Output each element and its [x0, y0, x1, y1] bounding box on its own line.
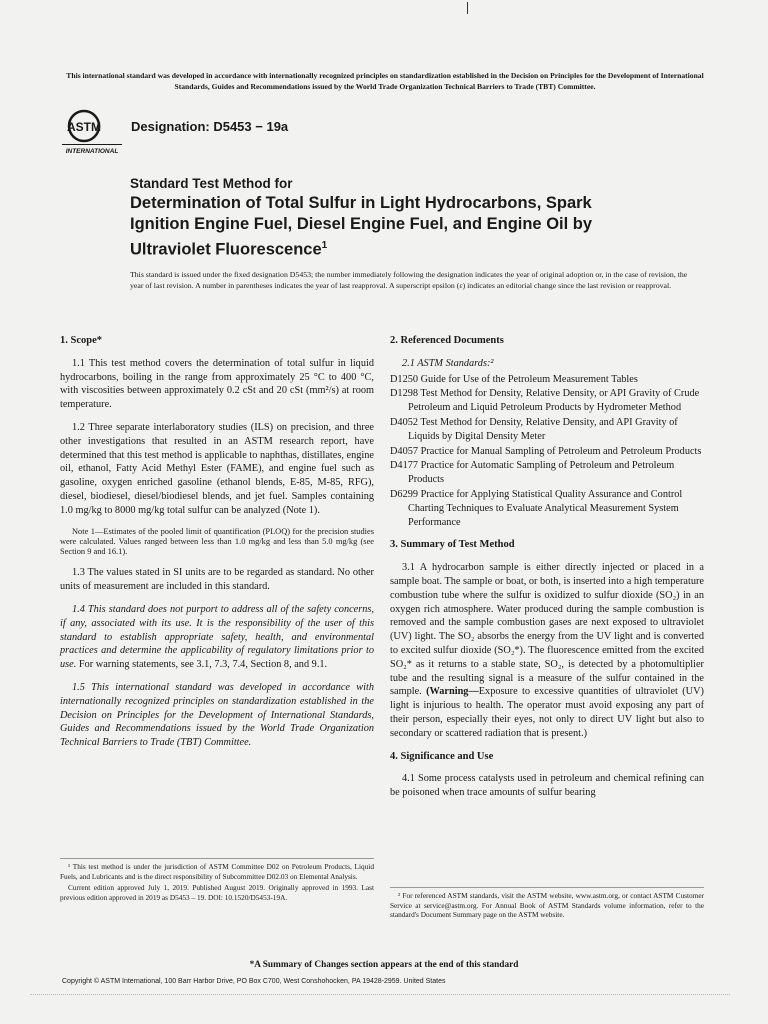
referenced-list — [390, 373, 704, 530]
title-pre: Standard Test Method for — [130, 176, 293, 191]
footnotes-right — [390, 887, 704, 920]
copyright-line: Copyright © ASTM International, 100 Barr Harbor Drive, PO Box C700, West Conshohocken, PA 19428-2959. United States — [62, 978, 446, 985]
warning-text: Exposure to excessive quantities of ultraviolet (UV) light is injurious to health. The operator must avoid exposing any part of their person, especially their eyes, not only to direct UV light but also to secondary or scattered radiation that is present.) — [390, 686, 704, 739]
scope-p4-rest: For warning statements, see 3.1, 7.3, 7.4, Section 8, and 9.1. — [76, 659, 328, 671]
footnote-1-edition: Current edition approved July 1, 2019. Published August 2019. Originally approved in 1993. Last previous edition approved in 2019 as D5453 – 19. DOI: 10.1520/D5453-19A. — [60, 883, 374, 902]
left-column — [60, 334, 374, 759]
logo-text: INTERNATIONAL — [65, 148, 119, 155]
footnote-1: ¹ This test method is under the jurisdiction of ASTM Committee D02 on Petroleum Products, Liquid Fuels, and Lubricants and is the direct responsibility of Subcommittee D02.03 on Elemental Analysis. — [60, 862, 374, 881]
list-item: D6299 Practice for Applying Statistical Quality Assurance and Control Charting Techniques to Evaluate Analytical Measurement System Performance — [390, 488, 683, 528]
list-item: D4177 Practice for Automatic Sampling of Petroleum and Petroleum Products — [390, 460, 675, 486]
summary-p1 — [390, 561, 704, 740]
title-block — [130, 176, 650, 261]
list-item: D4057 Practice for Manual Sampling of Petroleum and Petroleum Products — [390, 445, 702, 457]
scope-p3: 1.3 The values stated in SI units are to be regarded as standard. No other units of measurement are included in this standard. — [60, 567, 374, 593]
document-title — [130, 193, 650, 261]
scope-p4-italic: 1.4 This standard does not purport to address all of the safety concerns, if any, associated with its use. It is the responsibility of the user of this standard to establish appropriate safety, health, and environmental practices and determine the applicability of regulatory limitations prior to use. — [60, 604, 374, 671]
scope-p1: 1.1 This test method covers the determination of total sulfur in liquid hydrocarbons, boiling in the range from approximately 25 °C to 400 °C, with viscosities between approximately 0.2 cSt and 20 cSt (mm²/s) at room temperature. — [60, 357, 374, 411]
list-item: D1250 Guide for Use of the Petroleum Measurement Tables — [390, 373, 638, 385]
astm-logo-icon — [62, 108, 122, 156]
referenced-heading: 2. Referenced Documents — [390, 335, 504, 346]
footnotes-left — [60, 858, 374, 904]
note-1: Note 1—Estimates of the pooled limit of quantification (PLOQ) for the precision studies were calculated. Values ranged between less than 1.0 mg/kg and less than 5.0 mg/kg (see Section 9 and 16.1). — [60, 526, 374, 557]
summary-of-changes-note: *A Summary of Changes section appears at the end of this standard — [249, 960, 519, 970]
header-notice: This international standard was developed in accordance with internationally recognized principles on standardization established in the Decision on Principles for the Development of International Standards, Guides and Recommendations issued by the World Trade Organization Technical Barriers to Trade (TBT) Committee. — [66, 71, 704, 91]
title-main: Determination of Total Sulfur in Light Hydrocarbons, Spark Ignition Engine Fuel, Diesel Engine Fuel, and Engine Oil by Ultraviolet Fluorescence — [130, 194, 593, 259]
intro-note: This standard is issued under the fixed designation D5453; the number immediately following the designation indicates the year of original adoption or, in the case of revision, the year of last revision. A number in parentheses indicates the year of last reapproval. A superscript epsilon (ε) indicates an editorial change since the last revision or reapproval. — [130, 270, 688, 290]
designation: Designation: D5453 − 19a — [131, 119, 289, 134]
right-column — [390, 334, 704, 809]
referenced-sub: 2.1 ASTM Standards:² — [402, 357, 494, 369]
scope-p4 — [60, 603, 374, 672]
scan-mark — [467, 2, 468, 14]
list-item: D1298 Test Method for Density, Relative Density, or API Gravity of Crude Petroleum and Liquid Petroleum Products by Hydrometer Method — [390, 388, 700, 414]
scope-p5: 1.5 This international standard was developed in accordance with internationally recognized principles on standardization established in the Decision on Principles for the Development of International Standards, Guides and Recommendations issued by the World Trade Organization Technical Barriers to Trade (TBT) Committee. — [60, 682, 374, 749]
scope-p2: 1.2 Three separate interlaboratory studies (ILS) on precision, and three other investigations that resulted in an ASTM research report, have determined that this test method is applicable to naphthas, distillates, engine oil, ethanol, Fatty Acid Methyl Ester (FAME), and engine fuel such as gasoline, oxygen enriched gasoline (ethanol blends, E-85, M-85, RFG), diesel, biodiesel, diesel/biodiesel blends, and jet fuel. Samples containing 1.0 mg/kg to 8000 mg/kg total sulfur can be analyzed (Note 1). — [60, 421, 374, 516]
list-item: D4052 Test Method for Density, Relative Density, and API Gravity of Liquids by Digital Density Meter — [390, 416, 678, 442]
title-footnote-mark: 1 — [321, 240, 328, 251]
summary-heading: 3. Summary of Test Method — [390, 539, 515, 551]
warning-label: (Warning— — [426, 686, 479, 698]
footnote-2: ² For referenced ASTM standards, visit the ASTM website, www.astm.org, or contact ASTM Customer Service at service@astm.org. For Annual Book of ASTM Standards volume information, refer to the standard's Document Summary page on the ASTM website. — [390, 891, 704, 920]
svg-text:ASTM: ASTM — [67, 120, 101, 134]
significance-heading: 4. Significance and Use — [390, 750, 494, 762]
scope-heading: 1. Scope* — [60, 335, 102, 346]
significance-p1: 4.1 Some process catalysts used in petroleum and chemical refining can be poisoned when trace amounts of sulfur bearing — [390, 773, 704, 799]
summary-p1-text: 3.1 A hydrocarbon sample is either directly injected or placed in a sample boat. The sample or boat, or both, is inserted into a high temperature combustion tube where the sulfur is oxidized to sulfur dioxide (SO₂) in an oxygen rich atmosphere. Water produced during the sample combustion is removed and the sample combustion gases are next exposed to ultraviolet (UV) light. The SO₂ absorbs the energy from the UV light and is converted to excited sulfur dioxide (SO₂*). The fluorescence emitted from the excited SO₂* as it returns to a stable state, SO₂, is detected by a photomultiplier tube and the resulting signal is a measure of the sulfur contained in the sample. — [390, 562, 704, 698]
page-divider — [30, 994, 730, 996]
